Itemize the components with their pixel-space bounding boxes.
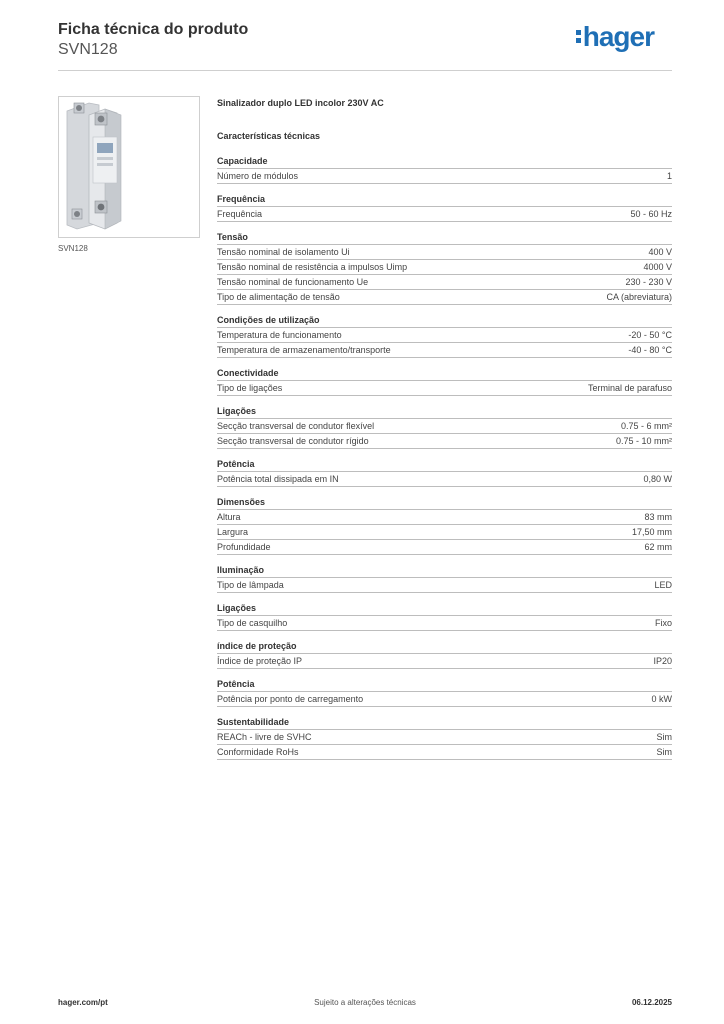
spec-label: Secção transversal de condutor rígido: [217, 436, 369, 446]
spec-value: Sim: [656, 747, 672, 757]
spec-row: [217, 525, 672, 540]
image-caption: SVN128: [58, 244, 88, 253]
section-title: Potência: [217, 678, 672, 692]
spec-section: [217, 602, 672, 631]
spec-label: Tipo de ligações: [217, 383, 283, 393]
spec-row: [217, 207, 672, 222]
footer-website: hager.com/pt: [58, 998, 108, 1007]
spec-label: Tensão nominal de isolamento Ui: [217, 247, 350, 257]
spec-row: [217, 730, 672, 745]
spec-row: [217, 434, 672, 449]
section-title: Tensão: [217, 231, 672, 245]
spec-value: 230 - 230 V: [625, 277, 672, 287]
document-title: Ficha técnica do produto: [58, 21, 249, 38]
spec-row: [217, 245, 672, 260]
spec-row: [217, 419, 672, 434]
spec-label: Número de módulos: [217, 171, 299, 181]
spec-section: [217, 193, 672, 222]
circuit-device-icon: [59, 97, 199, 237]
logo-text: hager: [582, 21, 654, 52]
spec-value: 0,80 W: [643, 474, 672, 484]
spec-section: [217, 640, 672, 669]
spec-label: Tipo de alimentação de tensão: [217, 292, 340, 302]
page-header: [58, 20, 672, 71]
spec-row: [217, 290, 672, 305]
spec-label: Conformidade RoHs: [217, 747, 299, 757]
footer-notice: Sujeito a alterações técnicas: [314, 998, 416, 1007]
section-title: Ligações: [217, 405, 672, 419]
spec-row: [217, 472, 672, 487]
section-title: Iluminação: [217, 564, 672, 578]
spec-value: Fixo: [654, 618, 672, 628]
spec-label: Índice de proteção IP: [217, 656, 303, 666]
spec-value: CA (abreviatura): [606, 292, 672, 302]
spec-label: Tipo de lâmpada: [217, 580, 284, 590]
section-title: Conectividade: [217, 367, 672, 381]
logo-dots-icon: [576, 27, 581, 46]
spec-label: Tensão nominal de funcionamento Ue: [217, 277, 369, 287]
spec-label: Secção transversal de condutor flexível: [217, 421, 375, 431]
spec-row: [217, 260, 672, 275]
product-code: SVN128: [58, 41, 118, 58]
spec-value: LED: [654, 580, 672, 590]
product-image: [58, 96, 200, 238]
spec-section: [217, 678, 672, 707]
spec-row: [217, 381, 672, 396]
spec-row: [217, 692, 672, 707]
section-title: Capacidade: [217, 155, 672, 169]
spec-value: 400 V: [648, 247, 672, 257]
spec-section: [217, 458, 672, 487]
specifications: [217, 96, 672, 769]
spec-value: 50 - 60 Hz: [630, 209, 672, 219]
spec-value: 17,50 mm: [631, 527, 672, 537]
spec-label: Altura: [217, 512, 241, 522]
spec-label: Potência total dissipada em IN: [217, 474, 339, 484]
product-name: Sinalizador duplo LED incolor 230V AC: [217, 98, 384, 108]
spec-row: [217, 654, 672, 669]
spec-value: 0 kW: [651, 694, 672, 704]
spec-row: [217, 275, 672, 290]
section-title: índice de proteção: [217, 640, 672, 654]
spec-row: [217, 343, 672, 358]
section-title: Frequência: [217, 193, 672, 207]
footer-date: 06.12.2025: [631, 998, 672, 1007]
spec-section: [217, 496, 672, 555]
spec-row: [217, 510, 672, 525]
section-title: Potência: [217, 458, 672, 472]
spec-value: IP20: [653, 656, 672, 666]
spec-label: Tipo de casquilho: [217, 618, 288, 628]
spec-row: [217, 540, 672, 555]
section-title: Ligações: [217, 602, 672, 616]
spec-label: Largura: [217, 527, 249, 537]
spec-row: [217, 169, 672, 184]
spec-section: [217, 405, 672, 449]
spec-label: Potência por ponto de carregamento: [217, 694, 364, 704]
spec-section: [217, 155, 672, 184]
section-title: Dimensões: [217, 496, 672, 510]
spec-value: Terminal de parafuso: [587, 383, 672, 393]
spec-section: [217, 231, 672, 305]
spec-value: -40 - 80 °C: [628, 345, 672, 355]
spec-label: Temperatura de funcionamento: [217, 330, 342, 340]
spec-row: [217, 328, 672, 343]
section-title: Sustentabilidade: [217, 716, 672, 730]
hager-logo: [576, 22, 654, 52]
section-title: Condições de utilização: [217, 314, 672, 328]
spec-value: 83 mm: [644, 512, 672, 522]
spec-section: [217, 716, 672, 760]
spec-value: -20 - 50 °C: [628, 330, 672, 340]
spec-value: 4000 V: [643, 262, 672, 272]
spec-row: [217, 616, 672, 631]
spec-label: Temperatura de armazenamento/transporte: [217, 345, 391, 355]
spec-value: 0.75 - 6 mm²: [620, 421, 672, 431]
spec-sections: [217, 155, 672, 760]
spec-label: Frequência: [217, 209, 263, 219]
spec-section: [217, 367, 672, 396]
spec-label: Tensão nominal de resistência a impulsos Uimp: [217, 262, 408, 272]
spec-label: REACh - livre de SVHC: [217, 732, 312, 742]
spec-value: 62 mm: [644, 542, 672, 552]
spec-value: 0.75 - 10 mm²: [615, 436, 672, 446]
spec-value: 1: [666, 171, 672, 181]
spec-value: Sim: [656, 732, 672, 742]
spec-row: [217, 578, 672, 593]
spec-section: [217, 314, 672, 358]
spec-section: [217, 564, 672, 593]
spec-label: Profundidade: [217, 542, 271, 552]
technical-characteristics-title: Características técnicas: [217, 131, 321, 141]
spec-row: [217, 745, 672, 760]
